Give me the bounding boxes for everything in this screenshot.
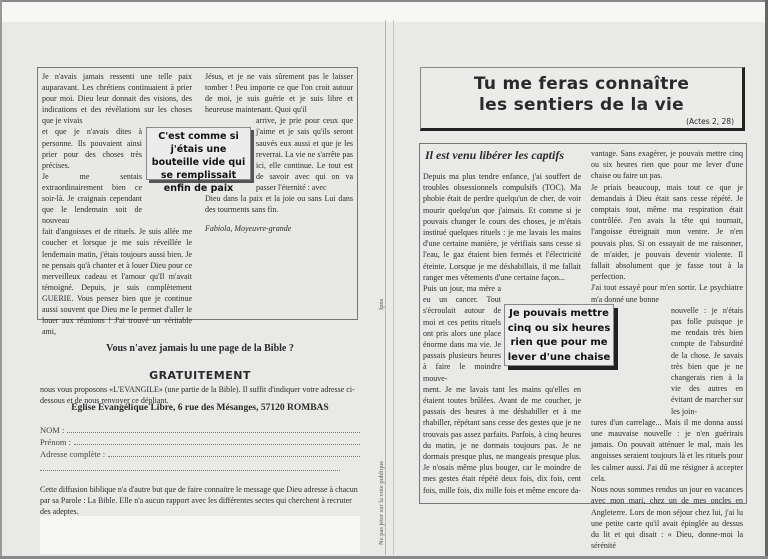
address-field[interactable] <box>40 448 360 460</box>
scan-left-edge <box>0 0 2 559</box>
page-title-line-2: les sentiers de la vie <box>479 95 684 115</box>
testimony-paragraph: Je me sentais extraordinairement bien ce soir-là. Je craignais cependant que le lendemain soit de nouveau <box>42 171 142 226</box>
disclaimer-text: Cette diffusion biblique n'a d'autre but que de faire connaitre le message que Dieu adresse à chacun par sa Parole : La Bible. Elle n'a aucun rapport avec les différentes sectes qui cherchent à recruter des adeptes. <box>40 485 358 516</box>
firstname-field[interactable] <box>40 436 360 448</box>
testimony-paragraph: Jésus, et je ne vais sûrement pas le laisser tomber ! Peu importe ce que l'on croit autour de moi, je suis guérie et je suis libre et heureuse maintenant. Quoi qu'il <box>205 72 353 115</box>
address-input-line-2[interactable] <box>40 460 340 471</box>
name-field[interactable] <box>40 424 360 436</box>
firstname-label: Prénom : <box>40 437 71 447</box>
church-address: Eglise Evangélique Libre, 6 rue des Mésanges, 57120 ROMBAS <box>71 403 329 413</box>
bible-reference: (Actes 2, 28) <box>686 117 734 126</box>
address-form <box>40 424 360 474</box>
blank-area <box>40 516 360 554</box>
litter-notice: Ne pas jeter sur la voie publique <box>378 460 385 545</box>
address-field-line2[interactable] <box>40 460 360 474</box>
imprint-label: Ipns <box>378 298 385 310</box>
name-input-line[interactable] <box>67 424 360 433</box>
story-paragraph: J'ai tout essayé pour m'en sortir. Le psychiatre m'a donné une bonne <box>591 283 743 304</box>
page-fold-line <box>385 20 386 555</box>
story-paragraph: Nous nous sommes rendus un jour en vacances avec mon mari, chez un de mes oncles en Angleterre. Lors de mon séjour chez lui, j'ai lu une petite carte qu'il avait épinglée au dessus du lit et qui disait : « Dieu, donne-moi la sérénité <box>591 485 743 551</box>
name-label: NOM : <box>40 425 65 435</box>
page-title-line-1: Tu me feras connaître <box>473 74 690 94</box>
story-subtitle: Il est venu libérer les captifs <box>425 148 564 162</box>
testimony-paragraph: et que je n'avais dites à personne. Ils pouvaient ainsi prier pour des choses très précises. <box>42 127 142 170</box>
story-paragraph: Depuis ma plus tendre enfance, j'ai souffert de troubles obsessionnels compulsifs (TOC). Ma phobie était de perdre quelqu'un de cher, de voir mourir quelqu'un que j'aimais. Et comme si je pouvais changer le cours des choses, je m'étais institué quelques rituels : je me lavais les mains d'une certaine manière, je vérifiais sans cesse si l'eau, le gaz étaient bien fermés et l'électricité éteinte. Lorsque je me déshabillais, il me fallait ranger mes vêtements d'une certaine façon... <box>423 172 581 282</box>
offer-text: nous vous proposons «L'EVANGILE» (une partie de la Bible). Il suffit d'indiquer votre adresse ci-dessous et de nous renvoyer ce dépliant. <box>40 385 355 405</box>
story-paragraph: ment. Je me lavais tant les mains qu'elles en étaient toutes brûlées. Avant de me coucher, je passais des heures à me déshabiller et à me rhabiller, répétant sans cesse des gestes que je ne trouvais pas assez parfaits. Parfois, à cinq heures du matin, je ne dormais toujours pas. Je ne dormais presque plus, ne mangeais presque plus. Je n'osais même plus bouger, car le moindre de mes gestes était répété deux fois, dix fois, cent fois, mille fois, dix mille fois et même encore da- <box>423 384 581 495</box>
scan-top-band <box>0 0 768 22</box>
address-label: Adresse complète : <box>40 449 106 459</box>
page-fold-line-2 <box>393 20 394 555</box>
story-paragraph: Je priais beaucoup, mais tout ce que je demandais à Dieu était sans cesse répété. Je comptais tout, même ma respiration était contrôlée. J'en avais la tête qui tournait, l'angoisse étreignait mon ventre. Je n'en pouvais plus. Si on essayait de me raisonner, de m'aider, je pouvais devenir violente. Il fallait absolument que je fasse tout à la perfection. <box>591 182 743 282</box>
pull-quote-left: C'est comme si j'étais une bouteille vide qui se remplissait enfin de paix <box>146 127 251 180</box>
pull-quote-right: Je pouvais mettre cinq ou six heures rien que pour me lever d'une chaise <box>504 304 614 366</box>
story-paragraph: vantage. Sans exagérer, je pouvais mettre cinq ou six heures rien que pour me lever d'une chaise ou faire un pas. <box>591 149 743 181</box>
address-input-line[interactable] <box>108 448 360 457</box>
testimony-paragraph: fait d'angoisses et de rituels. Je suis allée me coucher et lorsque je me suis réveillée le lendemain matin, j'étais toujours aussi bien. Je ne pensais qu'à chanter et à louer Dieu pour ce merveilleux cadeau et l'amour qu'Il m'avait témoigné. Depuis, je suis complètement GUERIE. Vous pensez bien que je continue aussi souvent que Dieu me le permet d'aller le louer aux réunions ! J'ai trouvé un véritable ami, <box>42 227 192 337</box>
story-paragraph: Puis un jour, ma mère a eu un cancer. Tout s'écroulait autour de moi et ces petits rituels ont pris alors une place énorme dans ma vie. Je passais plusieurs heures à faire le moindre mouve- <box>423 284 501 383</box>
story-paragraph: tures d'un carrelage... Mais il me donna aussi une mauvaise nouvelle : je n'en guérirais jamais. On pouvait atténuer le mal, mais les angoisses seraient toujours là et les rituels pour les calmer aussi. J'ai dû me résigner à accepter cela. <box>591 417 743 483</box>
testimony-box <box>37 67 358 337</box>
firstname-input-line[interactable] <box>74 436 360 445</box>
bible-question-heading: Vous n'avez jamais lu une page de la Bible ? <box>106 343 294 354</box>
testimony-paragraph: Dieu dans la paix et la joie ou sans Lui dans des tourments sans fin. <box>205 194 353 215</box>
testimony-paragraph: arrive, je prie pour ceux que j'aime et je sais qu'ils seront sauvés eux aussi et que je les reverrai. La vie ne s'arrête pas ici, elle continue. Le tout est de savoir avec qui on va passer l'éternité : avec <box>256 116 353 192</box>
testimony-signature: Fabiola, Moyeuvre-grande <box>205 224 292 234</box>
free-offer-heading: GRATUITEMENT <box>149 369 251 382</box>
testimony-column-1 <box>42 71 192 337</box>
title-box <box>420 67 745 131</box>
testimony-paragraph: Je n'avais jamais ressenti une telle paix auparavant. Les chrétiens continuaient à prier pour moi. Dieu leur donnait des visions, des indications et des révélations sur les choses que je vivais <box>42 72 192 126</box>
story-box <box>419 143 747 551</box>
story-paragraph: nouvelle : je n'étais pas folle puisque je me rendais très bien compte de l'absurdité de la chose. Je savais très bien que je ne changerais rien à la vie des autres en évitant de marcher sur les join- <box>671 305 743 416</box>
